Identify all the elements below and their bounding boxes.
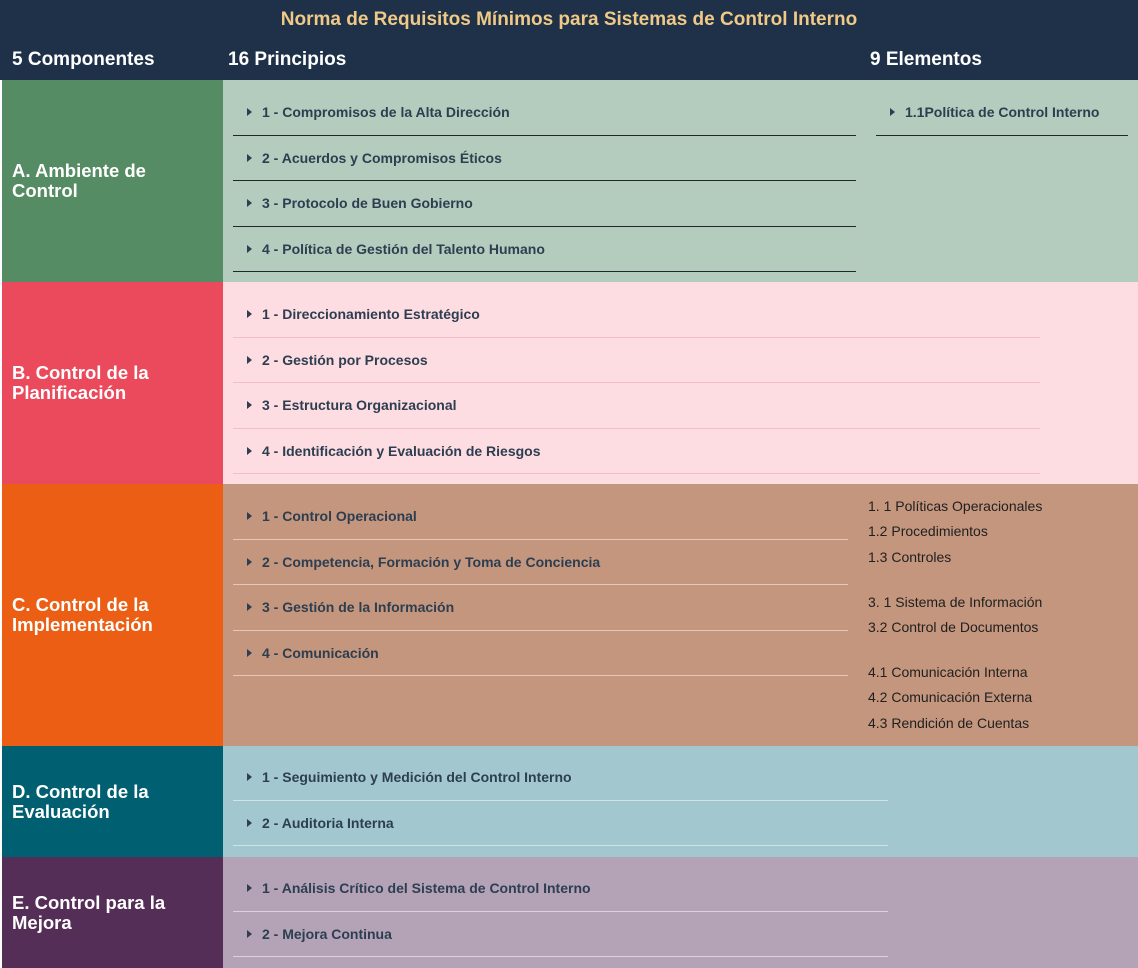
caret-right-icon [247,558,252,566]
element-item: 1.3 Controles [868,549,952,565]
component-label: E. Control para la Mejora [12,891,166,933]
element-item: 1.2 Procedimientos [868,523,988,539]
principle-link[interactable] [233,540,848,586]
component-b [2,282,223,484]
principle-label: 1 - Control Operacional [262,508,417,525]
principle-link[interactable] [233,494,848,540]
component-c [2,484,223,746]
caret-right-icon [247,884,252,892]
principle-link[interactable] [233,866,888,912]
section-control-implementacion [0,484,1138,746]
caret-right-icon [247,356,252,364]
caret-right-icon [247,819,252,827]
section-ambiente-de-control [0,80,1138,282]
caret-right-icon [247,930,252,938]
principle-link[interactable] [233,136,856,182]
principles-pane-c [223,484,1138,746]
principle-link[interactable] [233,383,1040,429]
principle-label: 4 - Política de Gestión del Talento Humano [262,240,545,257]
caret-right-icon [247,310,252,318]
section-control-planificacion [0,282,1138,484]
principle-label: 1 - Análisis Crítico del Sistema de Control Interno [262,880,591,897]
principle-label: 1 - Direccionamiento Estratégico [262,306,480,323]
header-principios: 16 Principios [228,49,347,70]
element-item: 4.2 Comunicación Externa [868,689,1033,705]
section-control-mejora [0,857,1138,968]
principle-label: 2 - Acuerdos y Compromisos Éticos [262,149,502,166]
principle-label: 2 - Mejora Continua [262,925,392,942]
principles-pane-e [223,857,1138,968]
component-a [2,80,223,282]
principle-link[interactable] [233,227,856,273]
element-item: 4.1 Comunicación Interna [868,664,1028,680]
caret-right-icon [247,401,252,409]
caret-right-icon [247,447,252,455]
section-control-evaluacion [0,746,1138,857]
element-label: 1.1Política de Control Interno [905,104,1100,121]
principle-label: 2 - Gestión por Procesos [262,351,428,368]
principle-link[interactable] [233,801,888,847]
element-link[interactable] [876,90,1128,136]
principle-link[interactable] [233,90,856,136]
page-title: Norma de Requisitos Mínimos para Sistemas de Control Interno [0,0,1138,40]
principle-label: 2 - Auditoria Interna [262,814,394,831]
component-label: C. Control de la Implementación [12,594,153,635]
caret-right-icon [247,603,252,611]
caret-right-icon [247,649,252,657]
column-headers [0,40,1138,80]
caret-right-icon [247,245,252,253]
principle-label: 1 - Compromisos de la Alta Dirección [262,104,510,121]
element-item: 3. 1 Sistema de Información [868,594,1043,610]
principle-link[interactable] [233,912,888,958]
caret-right-icon [247,108,252,116]
principle-link[interactable] [233,585,848,631]
component-label: D. Control de la Evaluación [12,780,149,822]
component-label: A. Ambiente de Control [12,160,146,201]
principle-label: 4 - Identificación y Evaluación de Riesgos [262,442,541,459]
principle-link[interactable] [233,181,856,227]
principle-label: 2 - Competencia, Formación y Toma de Conciencia [262,553,601,570]
caret-right-icon [247,512,252,520]
component-d [2,746,223,857]
header-componentes: 5 Componentes [12,49,155,70]
principle-link[interactable] [233,755,888,801]
caret-right-icon [247,154,252,162]
caret-right-icon [247,773,252,781]
principle-link[interactable] [233,338,1040,384]
principle-link[interactable] [233,292,1040,338]
principle-link[interactable] [233,429,1040,475]
principles-pane-b [223,282,1138,484]
principle-label: 4 - Comunicación [262,644,379,661]
element-item: 3.2 Control de Documentos [868,619,1039,635]
principle-label: 3 - Estructura Organizacional [262,397,457,414]
principles-pane-d [223,746,1138,857]
element-item: 4.3 Rendición de Cuentas [868,715,1030,731]
component-label: B. Control de la Planificación [12,362,149,403]
header-elementos: 9 Elementos [870,49,982,70]
component-e [2,857,223,968]
principles-pane-a [223,80,1138,282]
caret-right-icon [247,199,252,207]
principle-label: 3 - Protocolo de Buen Gobierno [262,195,473,212]
principle-link[interactable] [233,631,848,677]
principle-label: 1 - Seguimiento y Medición del Control Interno [262,769,572,786]
element-item: 1. 1 Políticas Operacionales [868,498,1043,514]
caret-right-icon [890,108,895,116]
principle-label: 3 - Gestión de la Información [262,599,455,616]
